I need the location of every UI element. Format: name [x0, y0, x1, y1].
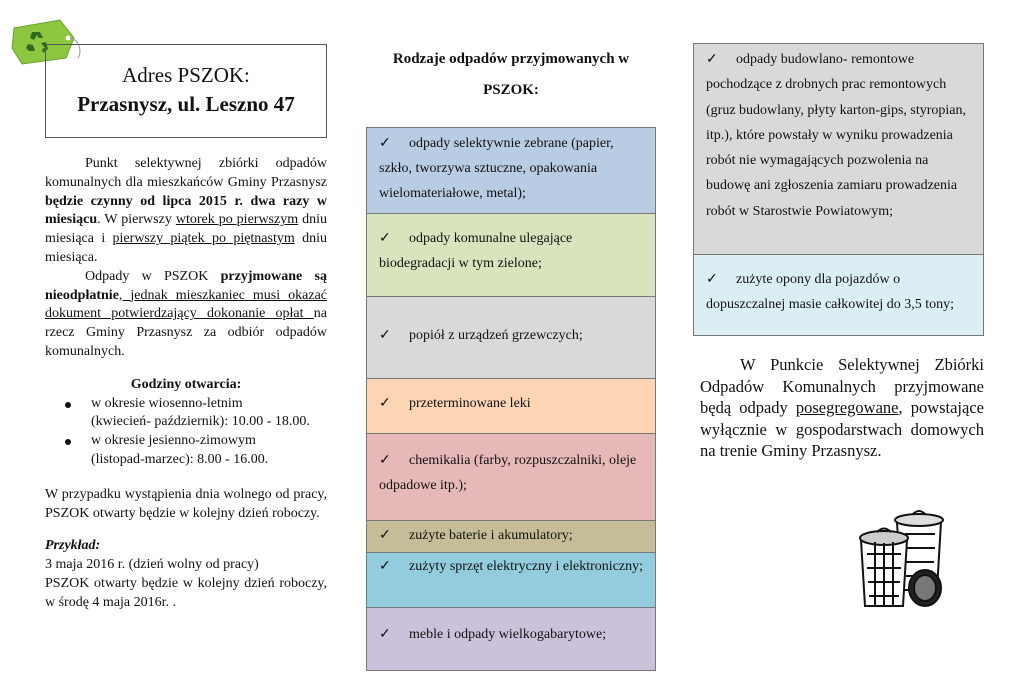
- waste-item-label: odpady selektywnie zebrane (papier, szkło, tworzywa sztuczne, opakowania wielomateriałowe, metal);: [379, 136, 614, 201]
- hours-item-line: w okresie wiosenno-letnim: [91, 395, 243, 411]
- address-location: Przasnysz, ul. Leszno 47: [77, 92, 295, 116]
- hours-item-spring: [45, 395, 327, 433]
- example-line: 3 maja 2016 r. (dzień wolny od pracy): [45, 557, 259, 573]
- address-box: [45, 44, 327, 138]
- intro-paragraph: [45, 155, 327, 268]
- closing-paragraph: [700, 354, 984, 462]
- waste-item-label: odpady komunalne ulegające biodegradacji w tym zielone;: [379, 231, 573, 271]
- waste-item-tyres: [693, 254, 984, 336]
- waste-item-label: odpady budowlano- remontowe pochodzące z drobnych prac remontowych (gruz budowlany, płyty karton-gips, styropian, itp.), które powstały w wyniku prowadzenia robót nie wymagających pozwolenia na budowę ani zgłoszenia zamiaru prowadzenia robót w Starostwie Powiatowym;: [706, 52, 966, 219]
- waste-item-selective: [366, 127, 656, 214]
- waste-item-label: chemikalia (farby, rozpuszczalniki, oleje odpadowe itp.);: [379, 453, 637, 493]
- intro-text: . W pierwszy: [97, 212, 176, 228]
- fees-paragraph: [45, 268, 327, 362]
- check-icon: ✓: [379, 328, 391, 343]
- hours-item-line: (listopad-marzec): 8.00 - 16.00.: [91, 451, 269, 467]
- example-title: Przykład:: [45, 538, 101, 554]
- waste-item-chemicals: [366, 433, 656, 521]
- address-title: Adres PSZOK:: [122, 63, 250, 87]
- fees-text: na rzecz Gminy Przasnysz za odbiór odpadów komunalnych.: [45, 306, 327, 359]
- waste-item-electronics: [366, 552, 656, 608]
- closing-text: , powstające wyłącznie w gospodarstwach domowych na trenie Gminy Przasnysz.: [700, 398, 984, 460]
- check-icon: ✓: [379, 453, 391, 468]
- hours-title: Godziny otwarcia:: [130, 376, 242, 392]
- closing-text-underlined: posegregowane: [795, 398, 899, 417]
- waste-item-construction: [693, 43, 984, 255]
- fees-text: Odpady w PSZOK: [85, 268, 221, 284]
- trash-bins-icon: [855, 508, 950, 608]
- holiday-note: W przypadku wystąpienia dnia wolnego od pracy, PSZOK otwarty będzie w kolejny dzień roboczy.: [45, 486, 327, 521]
- fees-text-underlined: jednak mieszkaniec musi okazać dokument potwierdzający dokonanie opłat: [45, 287, 327, 322]
- waste-item-label: meble i odpady wielkogabarytowe;: [409, 627, 607, 642]
- check-icon: ✓: [379, 396, 391, 411]
- intro-text-underlined: wtorek po pierwszym: [175, 212, 299, 228]
- waste-item-label: zużyte baterie i akumulatory;: [409, 528, 573, 543]
- waste-item-ash: [366, 296, 656, 379]
- intro-text: dniu miesiąca.: [45, 231, 327, 265]
- waste-item-label: zużyty sprzęt elektryczny i elektroniczny;: [409, 559, 644, 574]
- waste-types-title: Rodzaje odpadów przyjmowanych w PSZOK:: [392, 51, 630, 98]
- waste-item-label: przeterminowane leki: [409, 396, 531, 411]
- waste-item-batteries: [366, 520, 656, 553]
- waste-item-medicines: [366, 378, 656, 434]
- waste-item-label: zużyte opony dla pojazdów o dopuszczalnej masie całkowitej do 3,5 tony;: [706, 272, 955, 313]
- hours-item-autumn: [45, 432, 327, 470]
- closing-text: W Punkcie Selektywnej Zbiórki Odpadów Komunalnych przyjmowane będą odpady: [700, 355, 984, 417]
- check-icon: ✓: [706, 52, 718, 67]
- bullet-icon: [65, 439, 71, 445]
- hours-item-line: w okresie jesienno-zimowym: [91, 433, 256, 449]
- fees-text: ,: [118, 287, 131, 303]
- example-line: PSZOK otwarty będzie w kolejny dzień roboczy, w środę 4 maja 2016r. .: [45, 575, 327, 610]
- check-icon: ✓: [379, 136, 391, 151]
- waste-item-furniture: [366, 607, 656, 671]
- bullet-icon: [65, 402, 71, 408]
- left-column-text: [45, 155, 327, 613]
- check-icon: ✓: [379, 528, 391, 543]
- waste-item-biodegradable: [366, 213, 656, 297]
- check-icon: ✓: [706, 272, 718, 287]
- check-icon: ✓: [379, 559, 391, 574]
- intro-text-underlined: pierwszy piątek po piętnastym: [112, 231, 295, 247]
- hours-item-line: (kwiecień- październik): 10.00 - 18.00.: [91, 414, 310, 430]
- intro-text: Punkt selektywnej zbiórki odpadów komunalnych dla mieszkańców Gminy Przasnysz: [45, 156, 327, 190]
- check-icon: ✓: [379, 231, 391, 246]
- intro-text: dniu miesiąca i: [45, 212, 328, 247]
- fees-text-bold: przyjmowane są nieodpłatnie: [45, 268, 327, 303]
- waste-item-label: popiół z urządzeń grzewczych;: [409, 328, 583, 343]
- check-icon: ✓: [379, 627, 391, 642]
- intro-text-bold: będzie czynny od lipca 2015 r. dwa razy w miesiącu: [45, 193, 327, 228]
